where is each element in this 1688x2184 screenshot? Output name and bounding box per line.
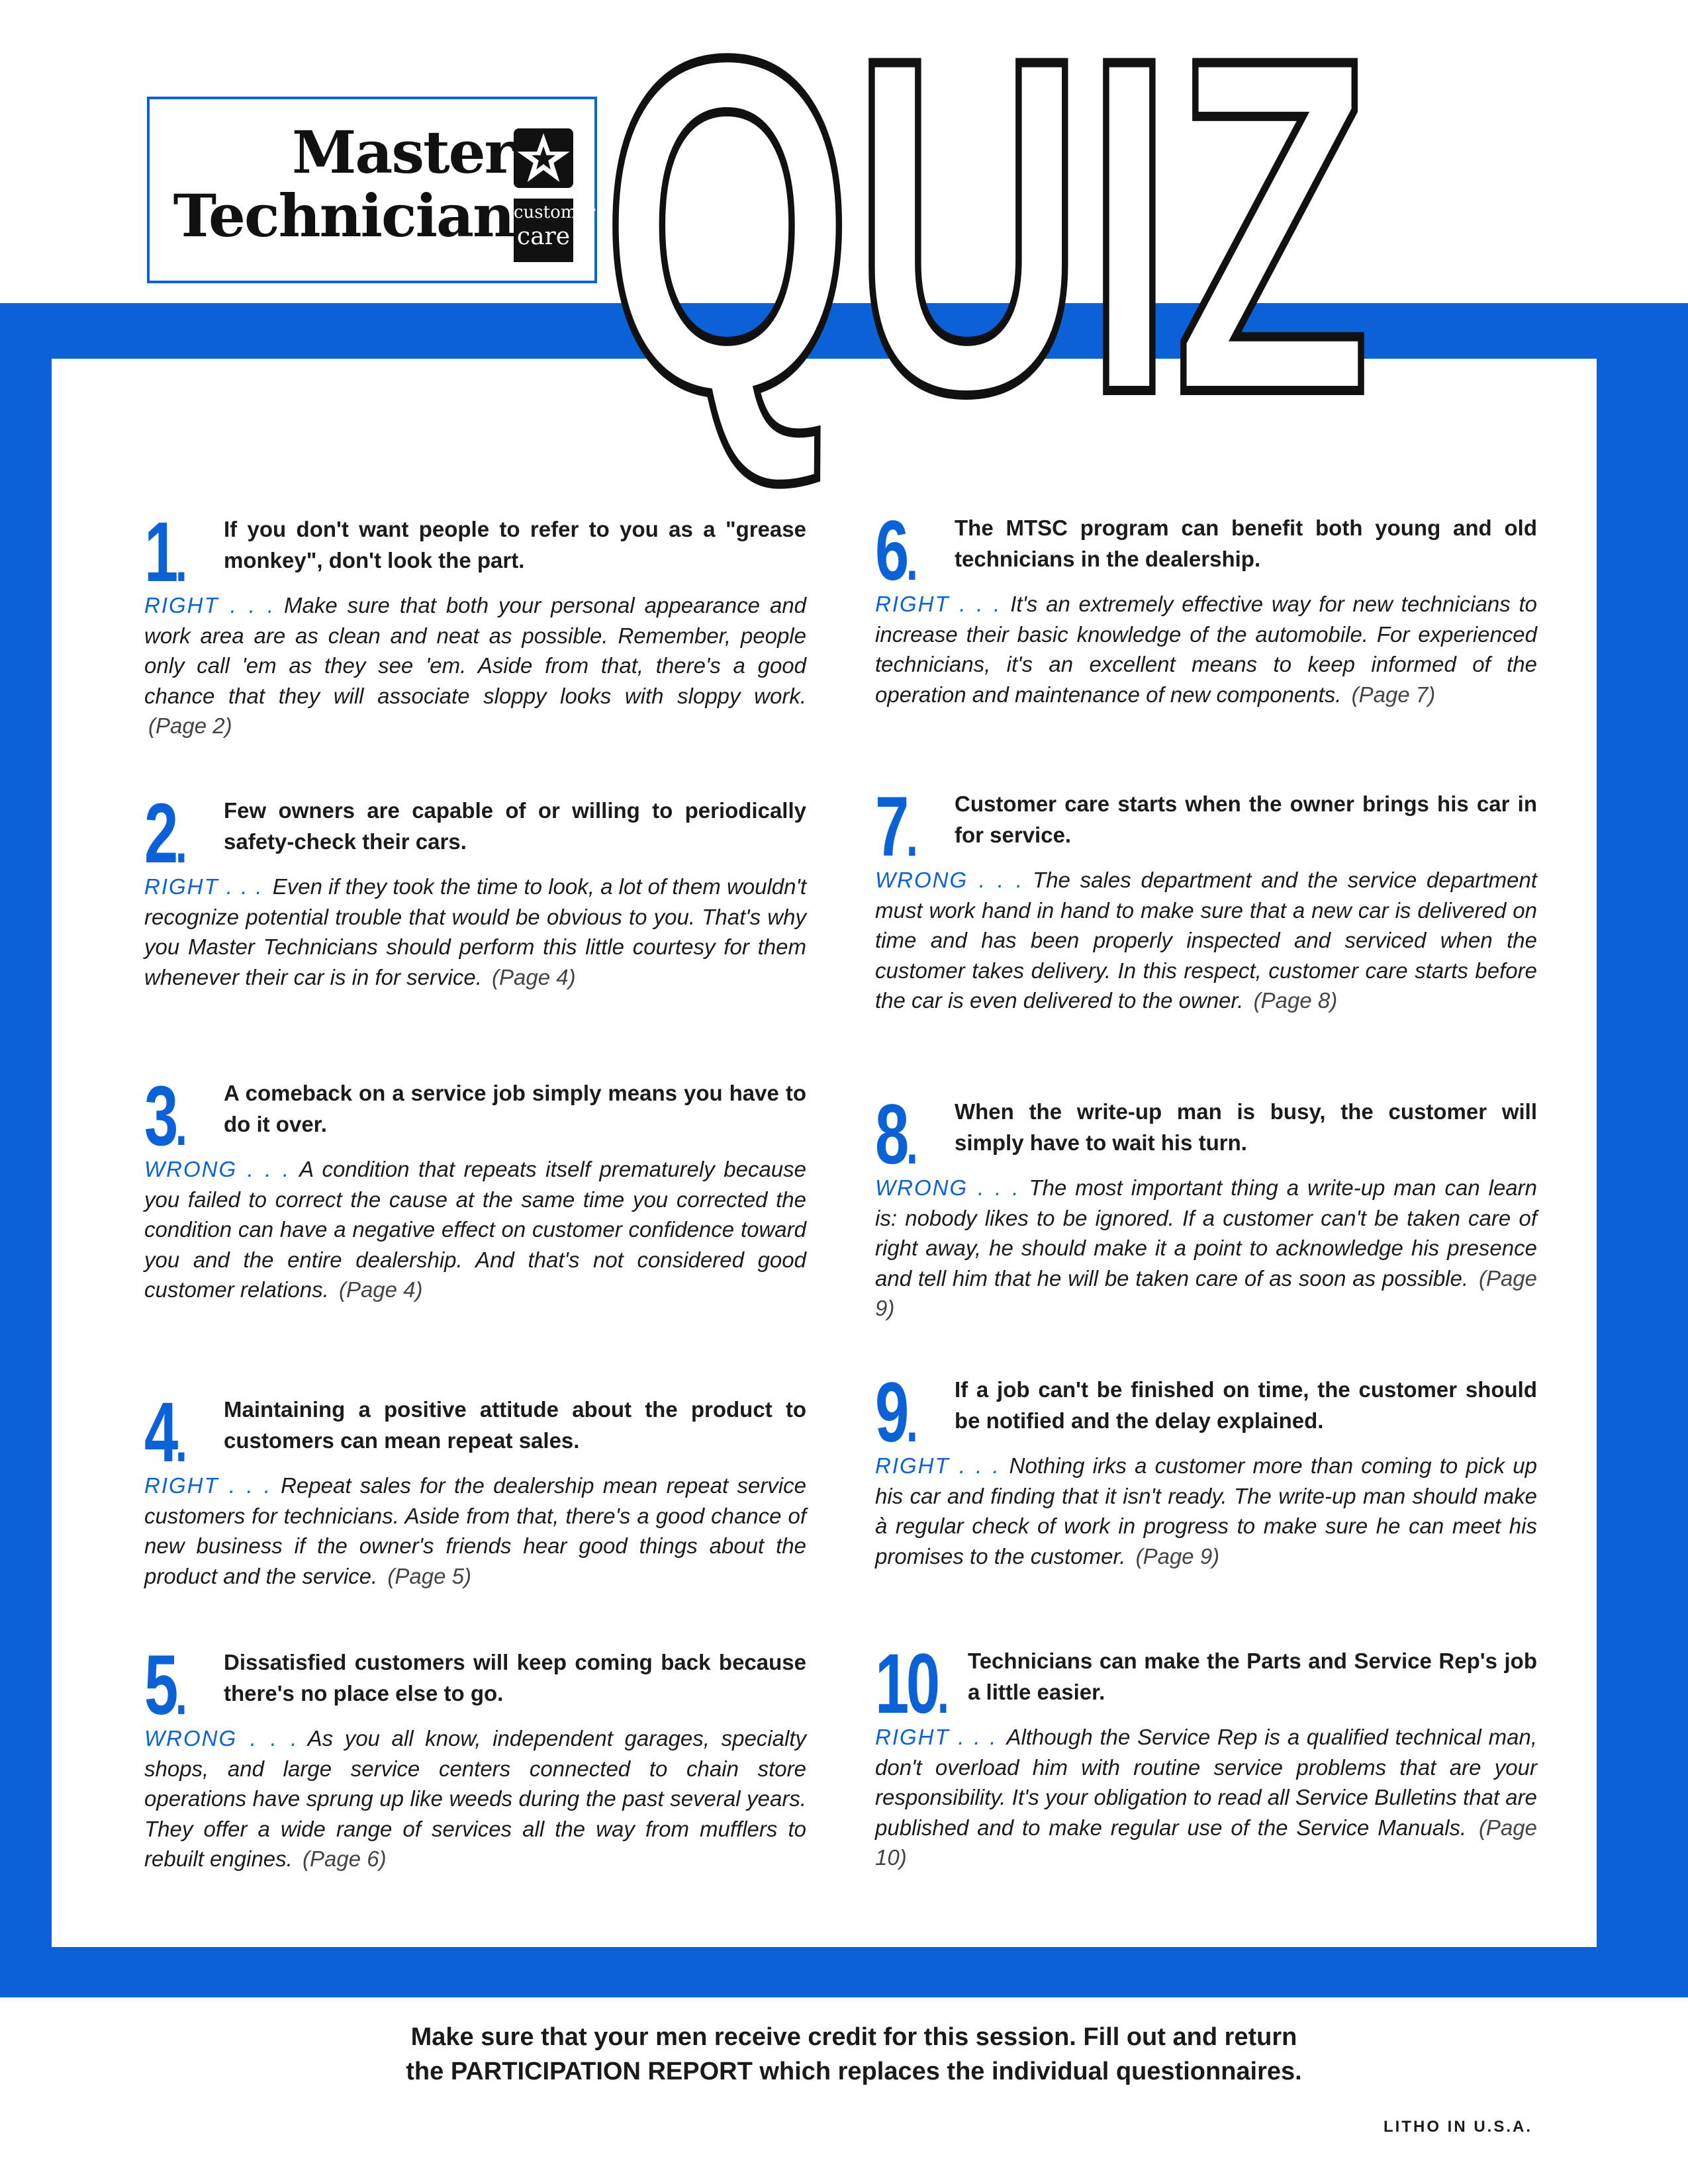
item-verdict: WRONG . . . bbox=[875, 1175, 1020, 1200]
item-explanation bbox=[875, 1173, 1537, 1324]
item-number: 10 . bbox=[875, 1641, 949, 1736]
item-explanation bbox=[875, 865, 1537, 1016]
item-statement: The MTSC program can benefit both young and old technicians in the dealership. bbox=[955, 516, 1537, 571]
item-explanation bbox=[875, 1722, 1537, 1873]
item-verdict: WRONG . . . bbox=[144, 1157, 291, 1181]
item-explanation-text: Repeat sales for the dealership mean repeat service customers for technicians. Aside from that, there's a good chance of new business if the owner's friends hear good things about the product and the service. bbox=[144, 1473, 806, 1588]
item-number: 1 . bbox=[144, 510, 187, 604]
item-explanation-text: The most important thing a write-up man can learn is: nobody likes to be ignored. If a customer can't be taken care of right away, he should make it a point to acknowledge his presence and tell him that he will be taken care of as soon as possible. bbox=[875, 1175, 1537, 1291]
item-explanation-text: It's an extremely effective way for new technicians to increase their basic knowledge of the automobile. For experienced technicians, it's an excellent means to keep informed of the operation and maintenance of new components. bbox=[875, 592, 1537, 707]
item-number: 6 . bbox=[875, 508, 918, 603]
item-verdict: RIGHT . . . bbox=[144, 1473, 272, 1498]
master-technician-logo bbox=[147, 97, 597, 283]
footer-line-1: Make sure that your men receive credit for this session. Fill out and return bbox=[410, 2023, 1297, 2051]
item-number: 5 . bbox=[144, 1643, 187, 1737]
item-explanation-text: A condition that repeats itself prematurely because you failed to correct the cause at the same time you corrected the condition can have a negative effect on customer confidence toward you and the entire dealership. And that's not considered good customer relations. bbox=[144, 1157, 806, 1302]
logo-line-2: Technician bbox=[173, 181, 514, 250]
item-explanation-text: Nothing irks a customer more than coming to pick up his car and finding that it isn't ready. The write-up man should make à regular check of work in progress to make sure he can meet his promises to the customer. bbox=[875, 1453, 1538, 1569]
item-explanation-text: Even if they took the time to look, a lot of them wouldn't recognize potential trouble that would be obvious to you. That's why you Master Technicians should perform this little courtesy for them whenever their car is in for service. bbox=[144, 874, 806, 989]
item-explanation bbox=[144, 590, 806, 741]
item-number: 9 . bbox=[875, 1370, 918, 1465]
item-page-ref: (Page 2) bbox=[148, 713, 232, 738]
badge-care: care bbox=[516, 223, 571, 250]
quiz-title-text: QUIZ bbox=[602, 0, 1370, 492]
badge-customer: customer bbox=[514, 203, 596, 222]
item-page-ref: (Page 6) bbox=[303, 1846, 387, 1871]
item-statement: A comeback on a service job simply means you have to do it over. bbox=[224, 1081, 806, 1136]
item-statement: If you don't want people to refer to you as a "grease monkey", don't look the part. bbox=[224, 517, 806, 572]
item-explanation-text: Although the Service Rep is a qualified technical man, don't overload him with routine service problems that are your responsibility. It's your obligation to read all Service Bulletins that are published and to make regular use of the Service Manuals. bbox=[875, 1725, 1537, 1840]
item-page-ref: (Page 9) bbox=[1135, 1543, 1220, 1569]
item-page-ref: (Page 5) bbox=[387, 1563, 471, 1588]
item-number: 7 . bbox=[875, 784, 918, 879]
item-verdict: RIGHT . . . bbox=[875, 592, 1002, 616]
item-explanation bbox=[144, 872, 806, 992]
item-number: 2 . bbox=[144, 791, 187, 886]
item-verdict: RIGHT . . . bbox=[144, 593, 275, 617]
item-verdict: WRONG . . . bbox=[144, 1726, 299, 1751]
item-explanation bbox=[144, 1154, 806, 1305]
item-explanation-text: The sales department and the service department must work hand in hand to make sure that a new car is delivered on time and has been properly inspected and serviced when the customer takes delivery. In this respect, customer care starts before the car is even delivered to the owner. bbox=[875, 868, 1537, 1013]
item-page-ref: (Page 4) bbox=[492, 964, 576, 989]
item-number: 3 . bbox=[144, 1073, 187, 1168]
item-explanation-text: As you all know, independent garages, specialty shops, and large service centers connected to chain store operations have sprung up like weeds during the past several years. They offer a wide range of services all the way from mufflers to rebuilt engines. bbox=[144, 1726, 806, 1871]
item-number: 8 . bbox=[875, 1092, 918, 1187]
participation-note bbox=[285, 2020, 1423, 2089]
item-statement: Few owners are capable of or willing to periodically safety-check their cars. bbox=[224, 798, 806, 854]
item-verdict: RIGHT . . . bbox=[144, 874, 263, 899]
item-explanation bbox=[875, 1451, 1537, 1571]
item-page-ref: (Page 4) bbox=[338, 1277, 423, 1302]
item-statement: Dissatisfied customers will keep coming back because there's no place else to go. bbox=[224, 1650, 806, 1706]
item-explanation bbox=[144, 1723, 806, 1874]
item-statement: If a job can't be finished on time, the customer should be notified and the delay explained. bbox=[955, 1377, 1537, 1433]
item-page-ref: (Page 7) bbox=[1351, 682, 1436, 707]
customer-care-badge bbox=[514, 199, 596, 262]
litho-mark: LITHO IN U.S.A. bbox=[1383, 2118, 1532, 2136]
footer-line-2: the PARTICIPATION REPORT which replaces the individual questionnaires. bbox=[406, 2058, 1302, 2085]
item-statement: Technicians can make the Parts and Service Rep's job a little easier. bbox=[968, 1649, 1537, 1704]
pentastar-icon bbox=[514, 128, 573, 188]
quiz-title bbox=[596, 0, 1377, 492]
item-explanation bbox=[875, 589, 1537, 709]
item-explanation bbox=[144, 1471, 806, 1591]
item-verdict: RIGHT . . . bbox=[875, 1453, 1000, 1478]
logo-wordmark bbox=[163, 120, 514, 248]
item-statement: Maintaining a positive attitude about the product to customers can mean repeat sales. bbox=[224, 1397, 806, 1453]
item-number: 4 . bbox=[144, 1390, 187, 1484]
item-statement: When the write-up man is busy, the customer will simply have to wait his turn. bbox=[955, 1099, 1537, 1155]
item-explanation-text: Make sure that both your personal appearance and work area are as clean and neat as possible. Remember, people only call 'em as they see 'em. Aside from that, there's a good chance that they will associate sloppy looks with sloppy work. bbox=[144, 593, 807, 708]
item-verdict: WRONG . . . bbox=[875, 868, 1024, 892]
logo-line-1: Master bbox=[292, 118, 514, 187]
item-page-ref: (Page 9) bbox=[875, 1265, 1538, 1320]
item-page-ref: (Page 10) bbox=[875, 1815, 1537, 1870]
item-verdict: RIGHT . . . bbox=[875, 1725, 998, 1749]
item-page-ref: (Page 8) bbox=[1253, 988, 1338, 1013]
item-statement: Customer care starts when the owner brings his car in for service. bbox=[955, 792, 1537, 847]
